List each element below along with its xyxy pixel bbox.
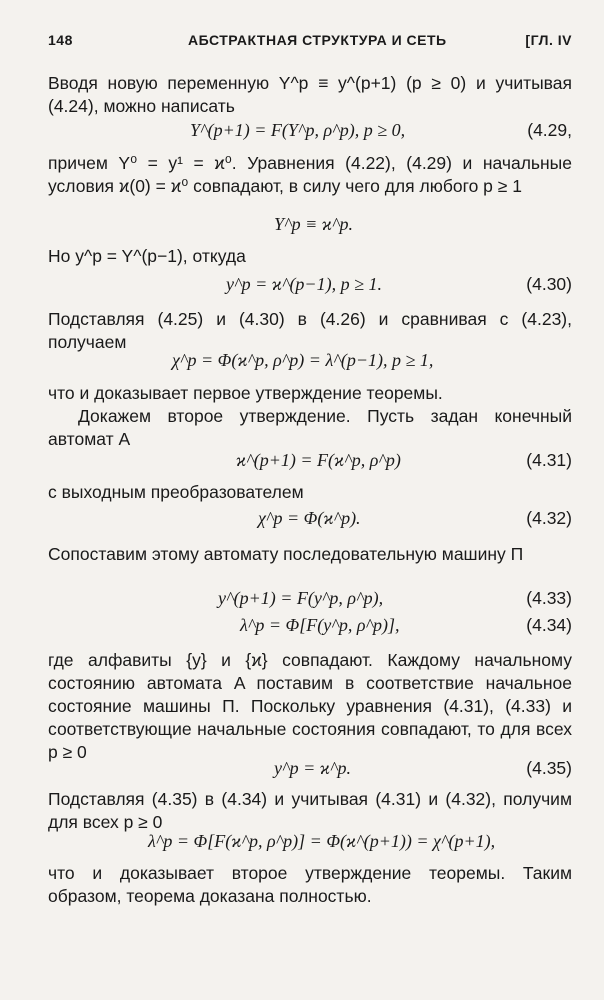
- paragraph-7: с выходным преобразователем: [48, 482, 304, 502]
- equation-expr: Y^(p+1) = F(Y^p, ρ^p), p ≥ 0,: [190, 120, 406, 140]
- paragraph-6: Докажем второе утверждение. Пусть задан конечный автомат A: [48, 406, 572, 449]
- page-number: 148: [48, 32, 73, 48]
- equation-expr: χ^p = Φ(ϰ^p).: [258, 508, 361, 528]
- equation-final: [48, 831, 572, 855]
- chapter-label: [ГЛ. IV: [525, 32, 572, 48]
- equation-4-33: [48, 588, 572, 612]
- paragraph-4: Подставляя (4.25) и (4.30) в (4.26) и сравнивая с (4.23), получаем: [48, 309, 572, 352]
- equation-expr: Y^p ≡ ϰ^p.: [274, 214, 353, 234]
- equation-number: (4.33): [526, 588, 572, 608]
- equation-number: (4.35): [526, 758, 572, 778]
- equation-number: (4.34): [526, 615, 572, 635]
- equation-number: (4.32): [526, 508, 572, 528]
- paragraph-10: Подставляя (4.35) в (4.34) и учитывая (4.31) и (4.32), получим для всех p ≥ 0: [48, 789, 572, 832]
- equation-4-31: [48, 450, 572, 474]
- equation-chi: [48, 350, 572, 374]
- equation-number: (4.31): [526, 450, 572, 470]
- equation-identity: [48, 214, 572, 238]
- equation-expr: y^p = ϰ^p.: [274, 758, 351, 778]
- paragraph-5: что и доказывает первое утверждение теоремы.: [48, 383, 443, 403]
- paragraph-11: что и доказывает второе утверждение теоремы. Таким образом, теорема доказана полностью.: [48, 863, 572, 906]
- equation-expr: λ^p = Φ[F(ϰ^p, ρ^p)] = Φ(ϰ^(p+1)) = χ^(p+1),: [148, 831, 496, 851]
- paragraph-8: Сопоставим этому автомату последовательную машину Π: [48, 544, 524, 564]
- equation-4-34: [48, 615, 572, 639]
- running-title: АБСТРАКТНАЯ СТРУКТУРА И СЕТЬ: [188, 32, 447, 48]
- equation-number: (4.29,: [527, 120, 572, 140]
- equation-expr: ϰ^(p+1) = F(ϰ^p, ρ^p): [236, 450, 401, 470]
- equation-expr: χ^p = Φ(ϰ^p, ρ^p) = λ^(p−1), p ≥ 1,: [172, 350, 434, 370]
- equation-4-29: [48, 120, 572, 144]
- paragraph-9: где алфавиты {y} и {ϰ} совпадают. Каждому начальному состоянию автомата A поставим в соответствие начальное состояние машины Π. Поскольку уравнения (4.31), (4.33) и соответствующие начальные состояния совпадают, то для всех p ≥ 0: [48, 650, 572, 762]
- equation-expr: y^p = ϰ^(p−1), p ≥ 1.: [226, 274, 382, 294]
- paragraph-2: причем Y⁰ = y¹ = ϰ⁰. Уравнения (4.22), (4.29) и начальные условия ϰ(0) = ϰ⁰ совпадают, в силу чего для любого p ≥ 1: [48, 153, 572, 196]
- equation-expr: y^(p+1) = F(y^p, ρ^p),: [218, 588, 384, 608]
- equation-number: (4.30): [526, 274, 572, 294]
- equation-4-35: [48, 758, 572, 782]
- paragraph-1: Вводя новую переменную Y^p ≡ y^(p+1) (p ≥ 0) и учитывая (4.24), можно написать: [48, 73, 572, 116]
- equation-4-30: [48, 274, 572, 298]
- paragraph-3: Но y^p = Y^(p−1), откуда: [48, 246, 246, 266]
- equation-4-32: [48, 508, 572, 532]
- equation-expr: λ^p = Φ[F(y^p, ρ^p)],: [240, 615, 400, 635]
- running-header: [48, 32, 572, 52]
